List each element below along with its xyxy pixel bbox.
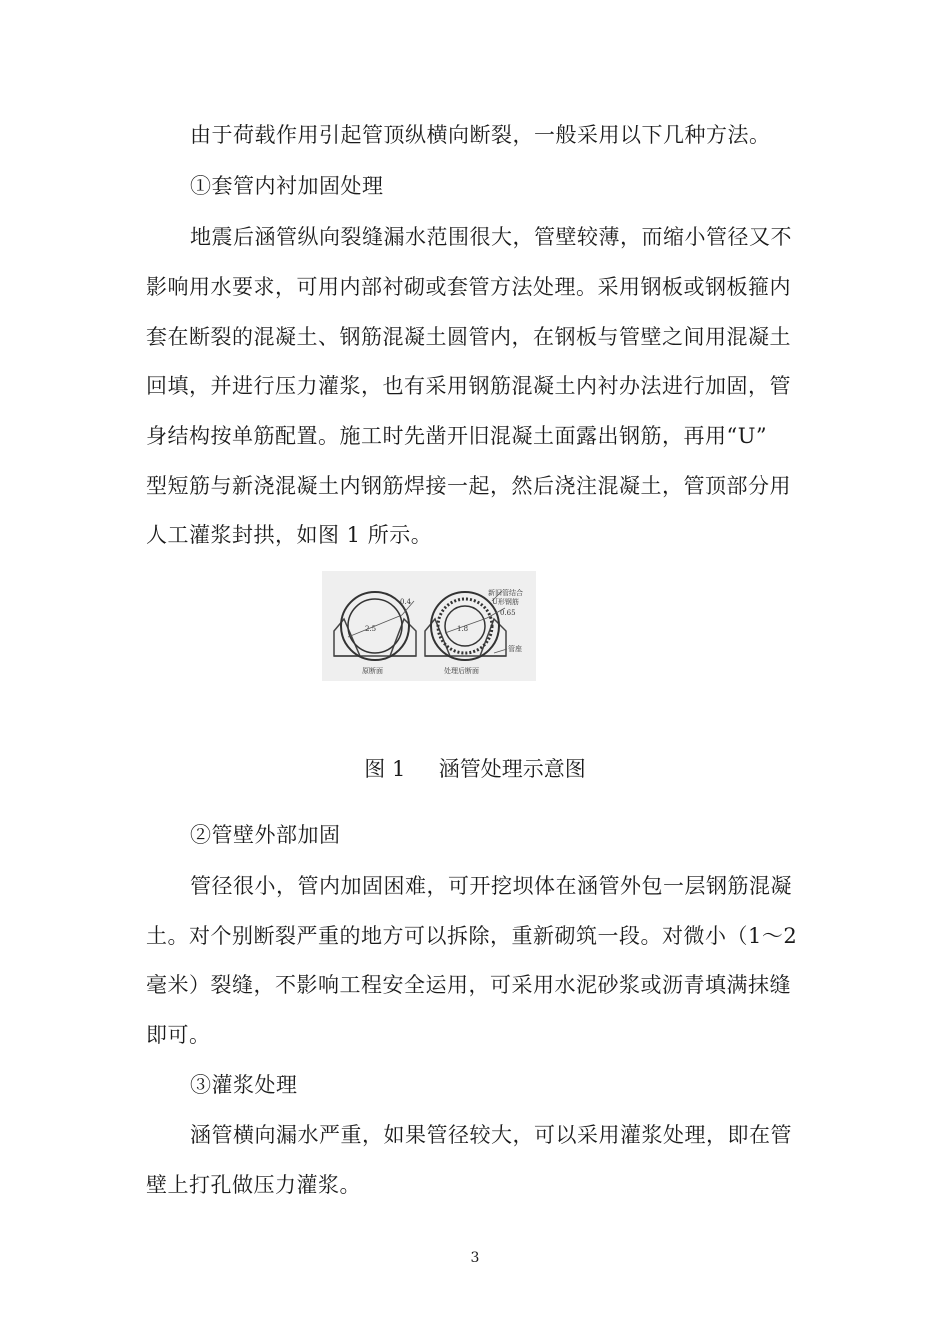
culvert-diagram: [322, 571, 536, 681]
paragraph-line: 型短筋与新浇混凝土内钢筋焊接一起，然后浇注混凝土，管顶部分用: [146, 474, 791, 498]
dim-left-inner: 2.5: [365, 625, 377, 633]
dim-right-wall: 0.65: [500, 609, 516, 617]
paragraph-line: 影响用水要求，可用内部衬砌或套管方法处理。采用钢板或钢板箍内: [146, 275, 791, 299]
callout-pipe-seat: 管座: [508, 645, 522, 653]
callout-u-rebar: U形钢筋: [492, 598, 519, 606]
section-heading-2: ②管壁外部加固: [190, 823, 341, 847]
paragraph-line: 即可。: [146, 1023, 211, 1047]
paragraph-line: 套在断裂的混凝土、钢筋混凝土圆管内，在钢板与管壁之间用混凝土: [146, 325, 791, 349]
page-number: 3: [470, 1250, 480, 1266]
culvert-figure: [322, 571, 536, 681]
paragraph-line: 由于荷载作用引起管顶纵横向断裂，一般采用以下几种方法。: [190, 123, 771, 147]
section-heading-3: ③灌浆处理: [190, 1073, 298, 1097]
paragraph-line: 土。对个别断裂严重的地方可以拆除，重新砌筑一段。对微小（1～2: [146, 924, 798, 948]
callout-new-old-joint: 新旧管结合: [488, 589, 523, 597]
paragraph-line: 地震后涵管纵向裂缝漏水范围很大，管壁较薄，而缩小管径又不: [190, 225, 792, 249]
dim-right-inner: 1.8: [457, 625, 469, 633]
paragraph-line: 身结构按单筋配置。施工时先凿开旧混凝土面露出钢筋，再用“U”: [146, 424, 768, 448]
paragraph-line: 涵管横向漏水严重，如果管径较大，可以采用灌浆处理，即在管: [190, 1123, 792, 1147]
treated-section: [425, 588, 523, 675]
label-original: 原断面: [362, 667, 383, 675]
dim-left-wall: 0.4: [400, 598, 412, 606]
figure-caption: 图 1 涵管处理示意图: [364, 757, 586, 781]
paragraph-line: 壁上打孔做压力灌浆。: [146, 1173, 361, 1197]
label-treated: 处理后断面: [444, 667, 479, 675]
section-heading-1: ①套管内衬加固处理: [190, 174, 384, 198]
original-section: [334, 592, 416, 675]
paragraph-line: 回填，并进行压力灌浆，也有采用钢筋混凝土内衬办法进行加固，管: [146, 374, 791, 398]
paragraph-line: 管径很小，管内加固困难，可开挖坝体在涵管外包一层钢筋混凝: [190, 874, 792, 898]
paragraph-line: 毫米）裂缝，不影响工程安全运用，可采用水泥砂浆或沥青填满抹缝: [146, 973, 791, 997]
paragraph-line: 人工灌浆封拱，如图 1 所示。: [146, 523, 433, 547]
